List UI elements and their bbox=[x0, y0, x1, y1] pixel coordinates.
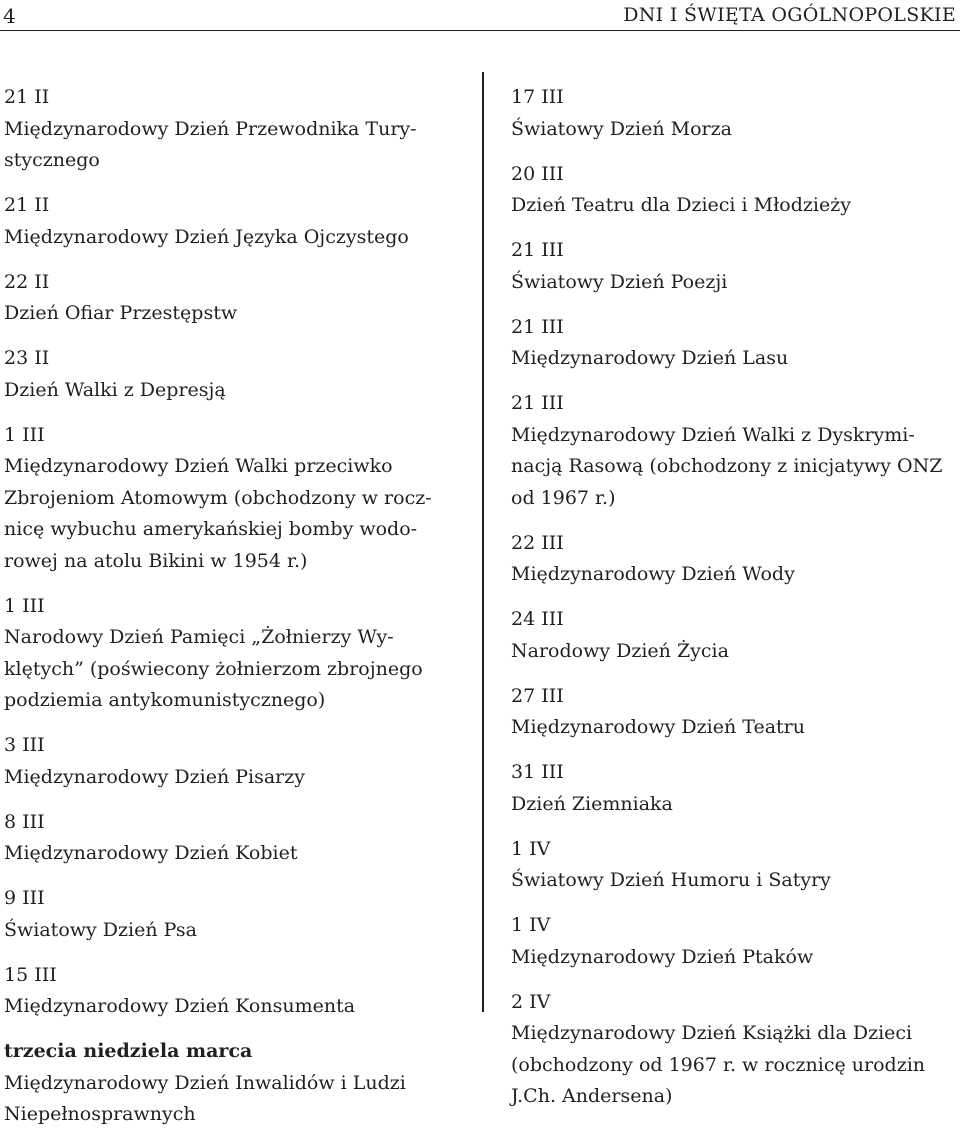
entry-name-line: rowej na atolu Bikini w 1954 r.) bbox=[4, 549, 308, 572]
column-divider bbox=[482, 72, 484, 1012]
entry-name-line: Międzynarodowy Dzień Książki dla Dzieci bbox=[511, 1022, 913, 1044]
entry-name-line: Międzynarodowy Dzień Kobiet bbox=[4, 842, 298, 864]
entry-date: 20 III bbox=[511, 162, 564, 185]
entry-name-line: Narodowy Dzień Życia bbox=[511, 639, 729, 662]
calendar-entry bbox=[4, 883, 474, 946]
calendar-entry bbox=[511, 987, 960, 1113]
calendar-entry bbox=[511, 159, 960, 222]
calendar-entry bbox=[511, 910, 960, 973]
entry-name-line: Dzień Ofiar Przestępstw bbox=[4, 302, 238, 324]
entry-date: 9 III bbox=[4, 887, 45, 909]
page-header bbox=[0, 0, 960, 32]
entry-name-line: J.Ch. Andersena) bbox=[511, 1085, 673, 1107]
entry-name-line: Międzynarodowy Dzień Języka Ojczystego bbox=[4, 225, 409, 248]
calendar-entry bbox=[511, 834, 960, 897]
calendar-entry bbox=[511, 312, 960, 375]
calendar-entry bbox=[4, 960, 474, 1023]
entry-name-line: Dzień Ziemniaka bbox=[511, 792, 673, 815]
calendar-entry bbox=[4, 190, 474, 253]
entry-date: 24 III bbox=[511, 608, 564, 630]
entry-date: 21 II bbox=[4, 86, 50, 108]
entry-date: 21 III bbox=[511, 315, 564, 338]
entry-name-line: Międzynarodowy Dzień Ptaków bbox=[511, 945, 814, 968]
entry-date: 1 III bbox=[4, 423, 45, 446]
entry-name-line: Zbrojeniom Atomowym (obchodzony w rocz- bbox=[4, 486, 432, 509]
calendar-entry bbox=[4, 730, 474, 793]
entry-date: 1 IV bbox=[511, 837, 551, 860]
entry-date: 31 III bbox=[511, 761, 564, 783]
entry-date: 23 II bbox=[4, 347, 50, 369]
entry-date: 2 IV bbox=[511, 990, 551, 1013]
entry-name-line: (obchodzony od 1967 r. w rocznicę urodzin bbox=[511, 1053, 926, 1076]
entry-name-line: Międzynarodowy Dzień Inwalidów i Ludzi bbox=[4, 1071, 406, 1094]
entry-name-line: Dzień Walki z Depresją bbox=[4, 378, 226, 401]
entry-date: 17 III bbox=[511, 86, 564, 108]
right-column bbox=[511, 82, 960, 1126]
calendar-entry bbox=[511, 235, 960, 298]
entry-name-line: klętych” (poświecony żołnierzom zbrojnego bbox=[4, 657, 423, 680]
entry-name-line: Światowy Dzień Morza bbox=[511, 117, 732, 140]
entry-date: 3 III bbox=[4, 734, 45, 756]
entry-date: 22 II bbox=[4, 270, 50, 293]
entry-date: 8 III bbox=[4, 810, 45, 833]
entry-name-line: Międzynarodowy Dzień Pisarzy bbox=[4, 765, 306, 788]
entry-date: 27 III bbox=[511, 684, 564, 707]
entry-name-line: Międzynarodowy Dzień Przewodnika Tury- bbox=[4, 117, 417, 140]
entry-name-line: Narodowy Dzień Pamięci „Żołnierzy Wy- bbox=[4, 626, 394, 648]
entry-name-line: Światowy Dzień Poezji bbox=[511, 270, 728, 293]
entry-date: 21 III bbox=[511, 392, 564, 414]
calendar-entry bbox=[511, 528, 960, 591]
entry-name-line: od 1967 r.) bbox=[511, 486, 616, 509]
entry-name-line: Światowy Dzień Humoru i Satyry bbox=[511, 869, 831, 891]
calendar-entry bbox=[4, 82, 474, 177]
calendar-entry bbox=[511, 82, 960, 145]
entry-name-line: Międzynarodowy Dzień Walki z Dyskrymi- bbox=[511, 423, 915, 446]
calendar-entry bbox=[4, 807, 474, 870]
entry-name-line: Międzynarodowy Dzień Wody bbox=[511, 563, 795, 585]
entry-date: 15 III bbox=[4, 963, 57, 986]
entry-name-line: podziemia antykomunistycznego) bbox=[4, 689, 326, 711]
entry-name-line: Niepełnosprawnych bbox=[4, 1103, 196, 1125]
entry-name-line: Międzynarodowy Dzień Teatru bbox=[511, 716, 805, 738]
calendar-entry bbox=[4, 343, 474, 406]
entry-name-line: Międzynarodowy Dzień Lasu bbox=[511, 347, 789, 369]
calendar-entry bbox=[511, 604, 960, 667]
entry-date: 22 III bbox=[511, 531, 564, 554]
entry-date: 21 III bbox=[511, 239, 564, 261]
entry-name-line: stycznego bbox=[4, 149, 100, 171]
entry-date: 1 III bbox=[4, 594, 45, 617]
calendar-entry bbox=[4, 420, 474, 578]
header-rule bbox=[0, 30, 960, 31]
calendar-entry bbox=[4, 591, 474, 717]
calendar-entry bbox=[4, 267, 474, 330]
calendar-entry bbox=[511, 757, 960, 820]
entry-date: trzecia niedziela marca bbox=[4, 1040, 253, 1062]
entry-name-line: Międzynarodowy Dzień Konsumenta bbox=[4, 995, 356, 1017]
entry-name-line: nicę wybuchu amerykańskiej bomby wodo- bbox=[4, 518, 418, 540]
left-column bbox=[4, 82, 474, 1144]
entry-name-line: Dzień Teatru dla Dzieci i Młodzieży bbox=[511, 194, 851, 216]
entry-name-line: Międzynarodowy Dzień Walki przeciwko bbox=[4, 455, 393, 477]
page-number: 4 bbox=[3, 4, 16, 28]
calendar-entry bbox=[511, 681, 960, 744]
entry-name-line: nacją Rasową (obchodzony z inicjatywy ONZ bbox=[511, 455, 943, 477]
entry-date: 21 II bbox=[4, 194, 50, 216]
entry-date: 1 IV bbox=[511, 914, 551, 936]
calendar-entry bbox=[511, 388, 960, 514]
running-title: DNI I ŚWIĘTA OGÓLNOPOLSKIE bbox=[623, 4, 956, 26]
calendar-entry bbox=[4, 1036, 474, 1131]
entry-name-line: Światowy Dzień Psa bbox=[4, 918, 197, 941]
